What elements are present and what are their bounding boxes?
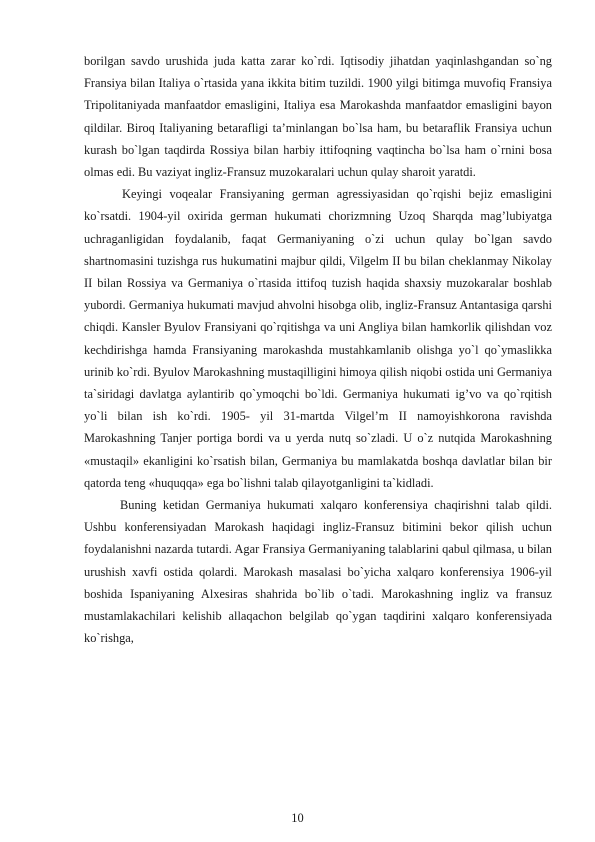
paragraph-2: Keyingi voqealar Fransiyaning german agressiyasidan qo`rqishi bejiz emasligini ko`rsatdi. 1904-yil oxirida german hukumati chorizmning Uzoq Sharqda mag’lubiyatga uchraganligidan foydalanib, faqat Germaniyaning o`zi uchun qulay bo`lgan savdo shartnomasini tuzishga rus hukumatini majbur qildi, Vilgelm II bu bilan cheklanmay Nikolay II bilan Rossiya va Germaniya o`rtasida ittifoq tuzish haqida shaxsiy muzokaralar boshlab yubordi. Germaniya hukumati mavjud ahvolni hisobga olib, ingliz-Fransuz Antantasiga qarshi chiqdi. Kansler Byulov Fransiyani qo`rqitishga va uni Angliya bilan hamkorlik qilishdan voz kechdirishga hamda Fransiyaning marokashda mustahkamlanib olishga yo`l qo`ymaslikka urinib ko`rdi. Byulov Marokashning mustaqilligini himoya qilish niqobi ostida uni Germaniya ta`siridagi davlatga aylantirib qo`ymoqchi bo`ldi. Germaniya hukumati ig’vo va qo`rqitish yo`li bilan ish ko`rdi. 1905- yil 31-martda Vilgel’m II namoyishkorona ravishda Marokashning Tanjer portiga bordi va u yerda nutq so`zladi. U o`z nutqida Marokashning «mustaqil» ekanligini ko`rsatish bilan, Germaniya bu mamlakatda boshqa davlatlar bilan bir qatorda teng «huquqqa» ega bo`lishni talab qilayotganligini ta`kidladi.	[84, 187, 552, 490]
paragraph-3: Buning ketidan Germaniya hukumati xalqaro konferensiya chaqirishni talab qildi. Ushbu konferensiyadan Marokash haqidagi ingliz-Fransuz bitimini bekor qilish uchun foydalanishni nazarda tutardi. Agar Fransiya Germaniyaning talablarini qabul qilmasa, u bilan urushish xavfi ostida qolardi. Marokash masalasi bo`yicha xalqaro konferensiya 1906-yil boshida Ispaniyaning Alxesiras shahrida bo`lib o`tadi. Marokashning ingliz va fransuz mustamlakachilari kelishib allaqachon belgilab qo`ygan taqdirini xalqaro konferensiyada ko`rishga,	[84, 498, 552, 646]
paragraph-1: borilgan savdo urushida juda katta zarar ko`rdi. Iqtisodiy jihatdan yaqinlashgandan so`ng Fransiya bilan Italiya o`rtasida yana ikkita bitim tuzildi. 1900 yilgi bitimga muvofiq Fransiya Tripolitaniyada manfaatdor emasligini, Italiya esa Marokashda manfaatdor emasligini bayon qildilar. Biroq Italiyaning betarafligi ta’minlangan bo`lsa ham, bu betaraflik Fransiya uchun kurash bo`lgan taqdirda Rossiya bilan harbiy ittifoqning vaqtincha bo`lsa ham o`rnini bosa olmas edi. Bu vaziyat ingliz-Fransuz muzokaralari uchun qulay sharoit yaratdi.	[84, 54, 552, 180]
page-number: 10	[291, 811, 304, 825]
body-text	[84, 50, 552, 649]
